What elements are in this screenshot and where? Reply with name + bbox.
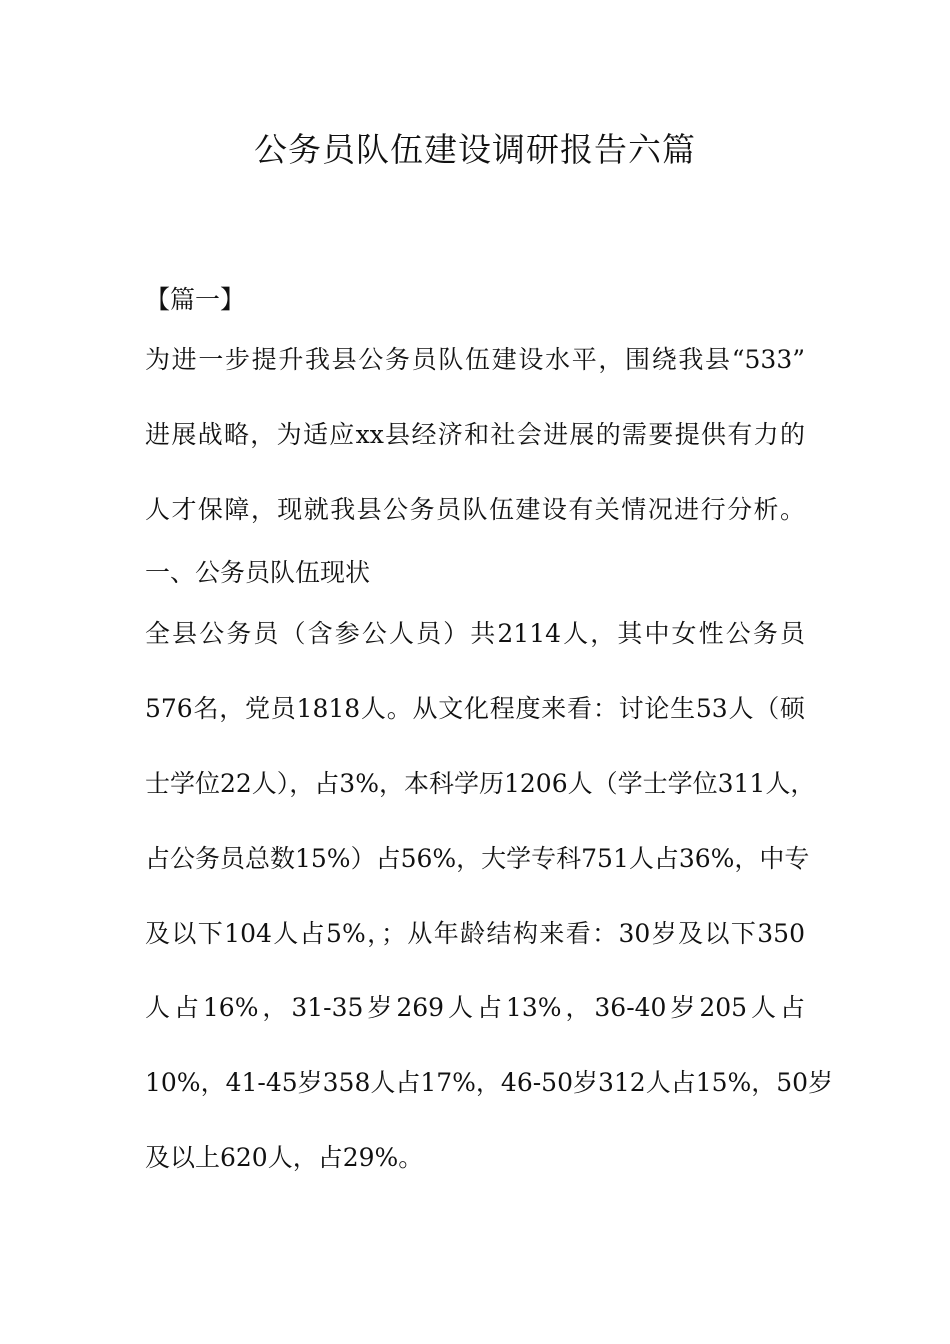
body-line: 576名，党员1818人。从文化程度来看：讨论生53人（硕 [145, 694, 805, 723]
body-line: 及以上620人，占29%。 [145, 1143, 424, 1172]
section-label: 【篇一】 [145, 285, 246, 314]
body-line: 士学位22人），占3%，本科学历1206人（学士学位311人， [145, 769, 816, 798]
body-line: 人占16%，31-35岁269人占13%，36-40岁205人占 [145, 993, 805, 1022]
body-line: 10%，41-45岁358人占17%，46-50岁312人占15%，50岁 [145, 1068, 834, 1097]
body-line: 占公务员总数15%）占56%，大学专科751人占36%，中专 [145, 844, 810, 873]
body-line: 全县公务员（含参公人员）共2114人，其中女性公务员 [145, 619, 805, 648]
intro-line: 人才保障，现就我县公务员队伍建设有关情况进行分析。 [145, 495, 805, 524]
intro-line: 进展战略，为适应xx县经济和社会进展的需要提供有力的 [145, 420, 805, 449]
intro-line: 为进一步提升我县公务员队伍建设水平，围绕我县“533” [145, 345, 805, 374]
document-title: 公务员队伍建设调研报告六篇 [254, 130, 696, 169]
section-heading: 一、公务员队伍现状 [145, 558, 371, 587]
body-line: 及以下104人占5%，；从年龄结构来看：30岁及以下350 [145, 919, 805, 948]
